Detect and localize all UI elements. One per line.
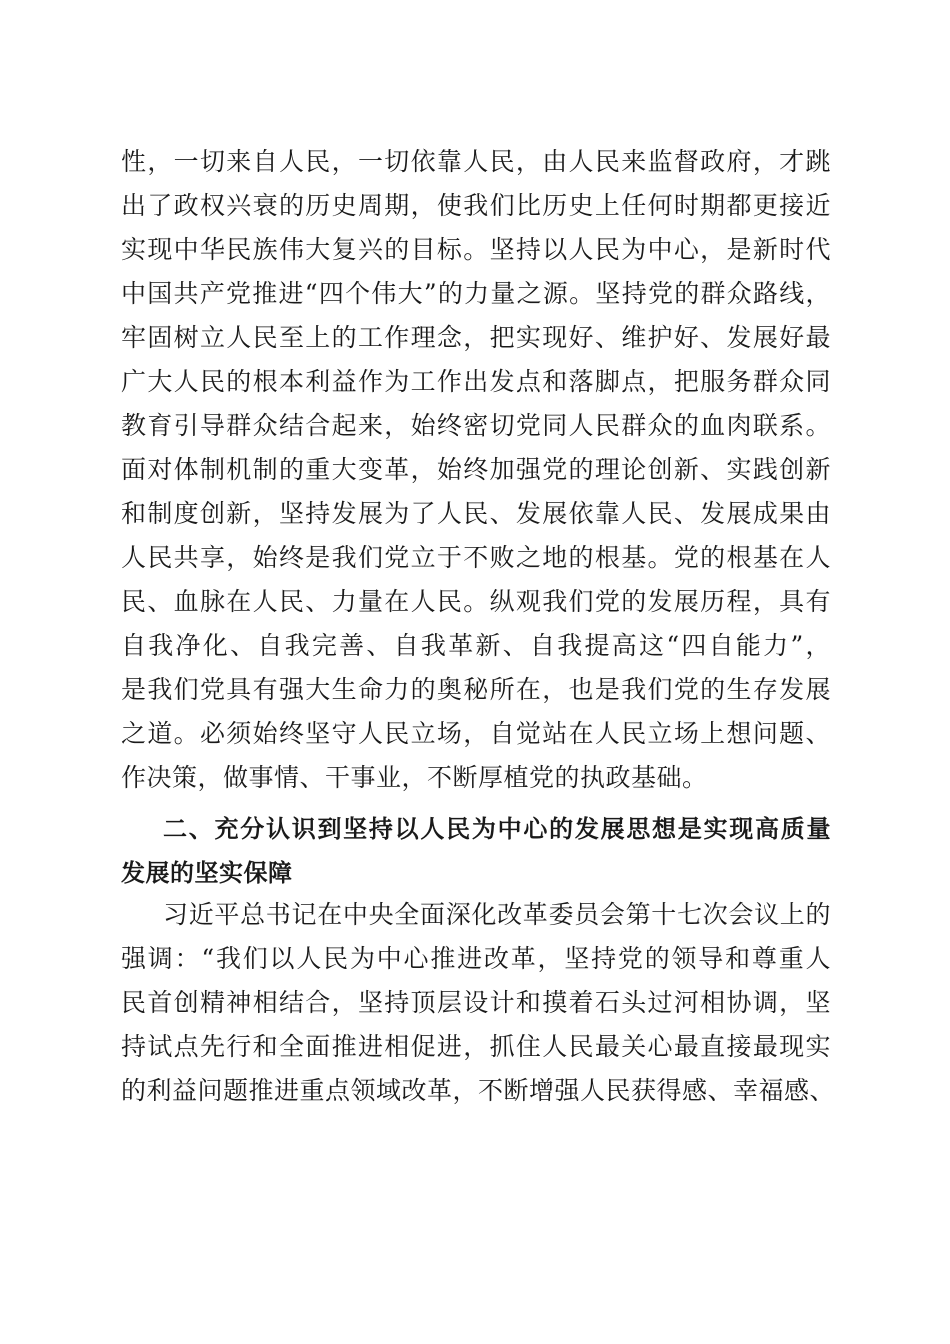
heading-line: 发展的坚实保障 bbox=[121, 859, 293, 887]
body-paragraph-2 bbox=[121, 893, 836, 1113]
text-line: 自我净化、自我完善、自我革新、自我提高这“四自能力”， bbox=[121, 631, 831, 660]
text-line: 和制度创新，坚持发展为了人民、发展依靠人民、发展成果由 bbox=[121, 499, 831, 528]
text-line: 民首创精神相结合，坚持顶层设计和摸着石头过河相协调，坚 bbox=[121, 988, 831, 1017]
text-line: 的利益问题推进重点领域改革，不断增强人民获得感、幸福感、 bbox=[121, 1076, 836, 1105]
text-line: 人民共享，始终是我们党立于不败之地的根基。党的根基在人 bbox=[121, 543, 831, 572]
text-line: 强调：“我们以人民为中心推进改革，坚持党的领导和尊重人 bbox=[121, 944, 831, 973]
text-line: 牢固树立人民至上的工作理念，把实现好、维护好、发展好最 bbox=[121, 323, 831, 352]
heading-line: 二、充分认识到坚持以人民为中心的发展思想是实现高质量 bbox=[163, 815, 831, 843]
text-line: 中国共产党推进“四个伟大”的力量之源。坚持党的群众路线， bbox=[121, 279, 831, 308]
text-line: 持试点先行和全面推进相促进，抓住人民最关心最直接最现实 bbox=[121, 1032, 831, 1061]
text-line: 性，一切来自人民，一切依靠人民，由人民来监督政府，才跳 bbox=[121, 147, 831, 176]
text-line: 广大人民的根本利益作为工作出发点和落脚点，把服务群众同 bbox=[121, 367, 831, 396]
text-line: 面对体制机制的重大变革，始终加强党的理论创新、实践创新 bbox=[121, 455, 831, 484]
text-line: 出了政权兴衰的历史周期，使我们比历史上任何时期都更接近 bbox=[121, 191, 831, 220]
text-line: 民、血脉在人民、力量在人民。纵观我们党的发展历程，具有 bbox=[121, 587, 831, 616]
text-line: 教育引导群众结合起来，始终密切党同人民群众的血肉联系。 bbox=[121, 411, 831, 440]
body-paragraph-1 bbox=[121, 140, 831, 800]
text-line: 实现中华民族伟大复兴的目标。坚持以人民为中心，是新时代 bbox=[121, 235, 831, 264]
section-heading-2 bbox=[121, 807, 831, 895]
text-line: 是我们党具有强大生命力的奥秘所在，也是我们党的生存发展 bbox=[121, 675, 831, 704]
text-line: 习近平总书记在中央全面深化改革委员会第十七次会议上的 bbox=[163, 900, 831, 929]
text-line: 之道。必须始终坚守人民立场，自觉站在人民立场上想问题、 bbox=[121, 719, 831, 748]
text-line: 作决策，做事情、干事业，不断厚植党的执政基础。 bbox=[121, 763, 708, 792]
